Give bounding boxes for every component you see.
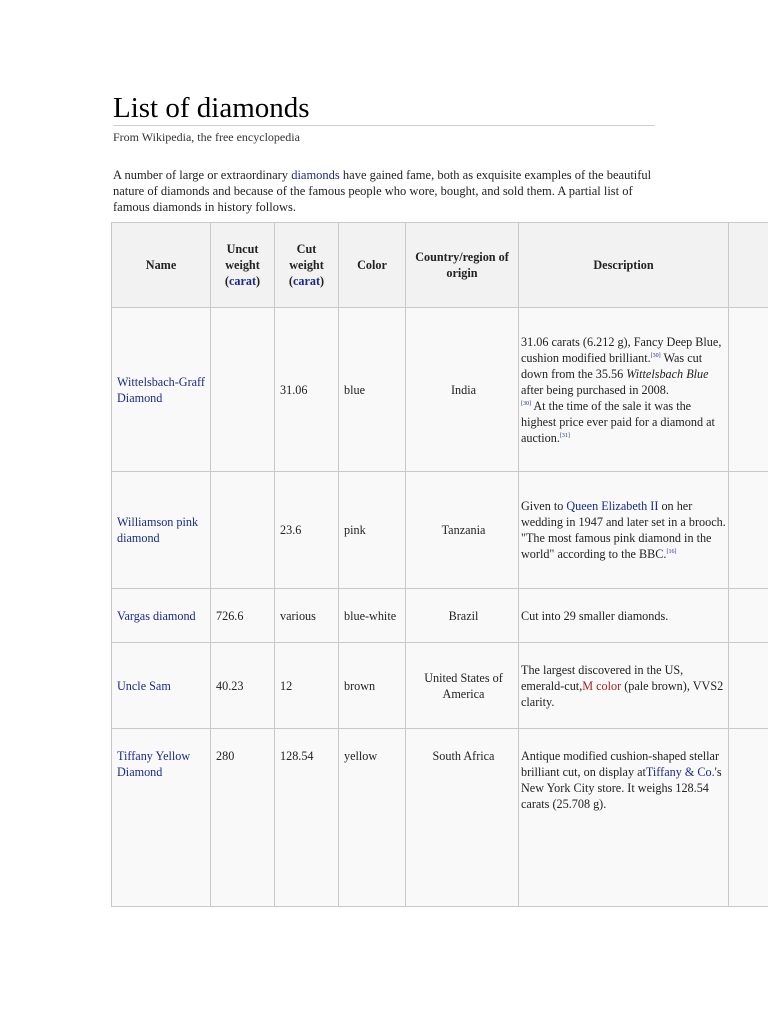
cell-cut: 23.6 [275,472,339,589]
header-country[interactable]: Country/region of origin [406,223,519,308]
desc-text: on her wedding in 1947 and later set in a brooch. "The most famous pink diamond in the world" according to the BBC. [521,499,726,561]
cell-country: India [406,308,519,472]
intro-paragraph [113,167,653,215]
cell-cut: various [275,589,339,643]
cell-name [112,472,211,589]
cell-name [112,589,211,643]
cell-uncut: 280 [211,729,275,907]
cell-country: South Africa [406,729,519,907]
cell-description [519,589,729,643]
intro-text-end: have gained fame, both as exquisite examples of the beautiful nature of diamonds and because of the famous people who wore, bought, and sold them. A partial list of famous diamonds in history follows. [113,168,652,214]
table-row [112,729,768,907]
desc-text: At the time of the sale it was the highest price ever paid for a diamond at auction. [521,398,715,445]
carat-link-uncut[interactable]: carat [228,274,257,288]
table-row [112,308,768,472]
cell-country: Tanzania [406,472,519,589]
cell-extra [729,729,768,907]
table-row [112,643,768,729]
desc-text: after being purchased in 2008. [521,382,669,397]
cell-extra [729,308,768,472]
table-header-row [112,223,768,308]
tagline: From Wikipedia, the free encyclopedia [113,130,300,144]
cell-name [112,729,211,907]
cell-uncut: 40.23 [211,643,275,729]
cell-description [519,472,729,589]
cell-color: blue [339,308,406,472]
desc-text: 's New York City store. It weighs 128.54 carats (25.708 g). [521,765,722,811]
diamonds-table [111,222,768,907]
cell-name [112,643,211,729]
diamonds-link[interactable]: diamonds [291,168,340,182]
carat-link-cut[interactable]: carat [292,274,321,288]
cell-description [519,643,729,729]
header-cut-weight[interactable]: Cut weight (carat) [275,223,339,308]
cell-color: yellow [339,729,406,907]
header-name[interactable]: Name [112,223,211,308]
citation-ref[interactable]: [16] [666,548,677,555]
cell-extra [729,643,768,729]
desc-text: Was cut down from the 35.56 [521,350,703,381]
desc-text: (pale brown), VVS2 clarity. [521,678,724,709]
diamond-name-link[interactable]: Vargas diamond [117,608,196,623]
citation-ref[interactable]: [30] [521,400,531,407]
citation-ref[interactable]: [31] [559,432,570,439]
queen-elizabeth-link[interactable]: Queen Elizabeth II [566,499,659,513]
cell-country: Brazil [406,589,519,643]
cell-uncut [211,472,275,589]
tiffany-link[interactable]: Tiffany & Co. [645,765,715,779]
cell-color: brown [339,643,406,729]
cell-extra [729,472,768,589]
table-row [112,589,768,643]
cell-cut: 12 [275,643,339,729]
cell-uncut [211,308,275,472]
desc-italic: Wittelsbach Blue [626,366,709,381]
m-color-link[interactable]: M color [582,678,622,693]
header-extra-column [729,223,768,308]
cell-description [519,308,729,472]
cell-description [519,729,729,907]
cell-color: pink [339,472,406,589]
cell-cut: 31.06 [275,308,339,472]
desc-text: 31.06 carats (6.212 g), Fancy Deep Blue, cushion modified brilliant. [521,334,722,365]
table-row [112,472,768,589]
diamond-name-link[interactable]: Wittelsbach-Graff Diamond [117,374,205,405]
intro-text-start: A number of large or extraordinary [113,168,292,182]
cell-cut: 128.54 [275,729,339,907]
cell-uncut: 726.6 [211,589,275,643]
diamond-name-link[interactable]: Uncle Sam [117,678,171,693]
desc-text: Given to [521,499,567,513]
diamond-name-link[interactable]: Tiffany Yellow Diamond [117,749,191,779]
desc-text: The largest discovered in the US, emerald-cut, [521,662,684,693]
cell-name [112,308,211,472]
cell-extra [729,589,768,643]
header-uncut-weight[interactable]: Uncut weight (carat) [211,223,275,308]
cell-country: United States of America [406,643,519,729]
citation-ref[interactable]: [30] [650,352,661,359]
header-uncut-label: Uncut weight [225,242,260,272]
cell-color: blue-white [339,589,406,643]
desc-text: Cut into 29 smaller diamonds. [521,608,669,623]
header-color[interactable]: Color [339,223,406,308]
page-title: List of diamonds [113,92,310,124]
desc-text: Antique modified cushion-shaped stellar brilliant cut, on display at [521,749,719,779]
diamond-name-link[interactable]: Williamson pink diamond [117,515,199,545]
header-cut-label: Cut weight [289,242,324,272]
title-divider [113,125,655,126]
header-description[interactable]: Description [519,223,729,308]
